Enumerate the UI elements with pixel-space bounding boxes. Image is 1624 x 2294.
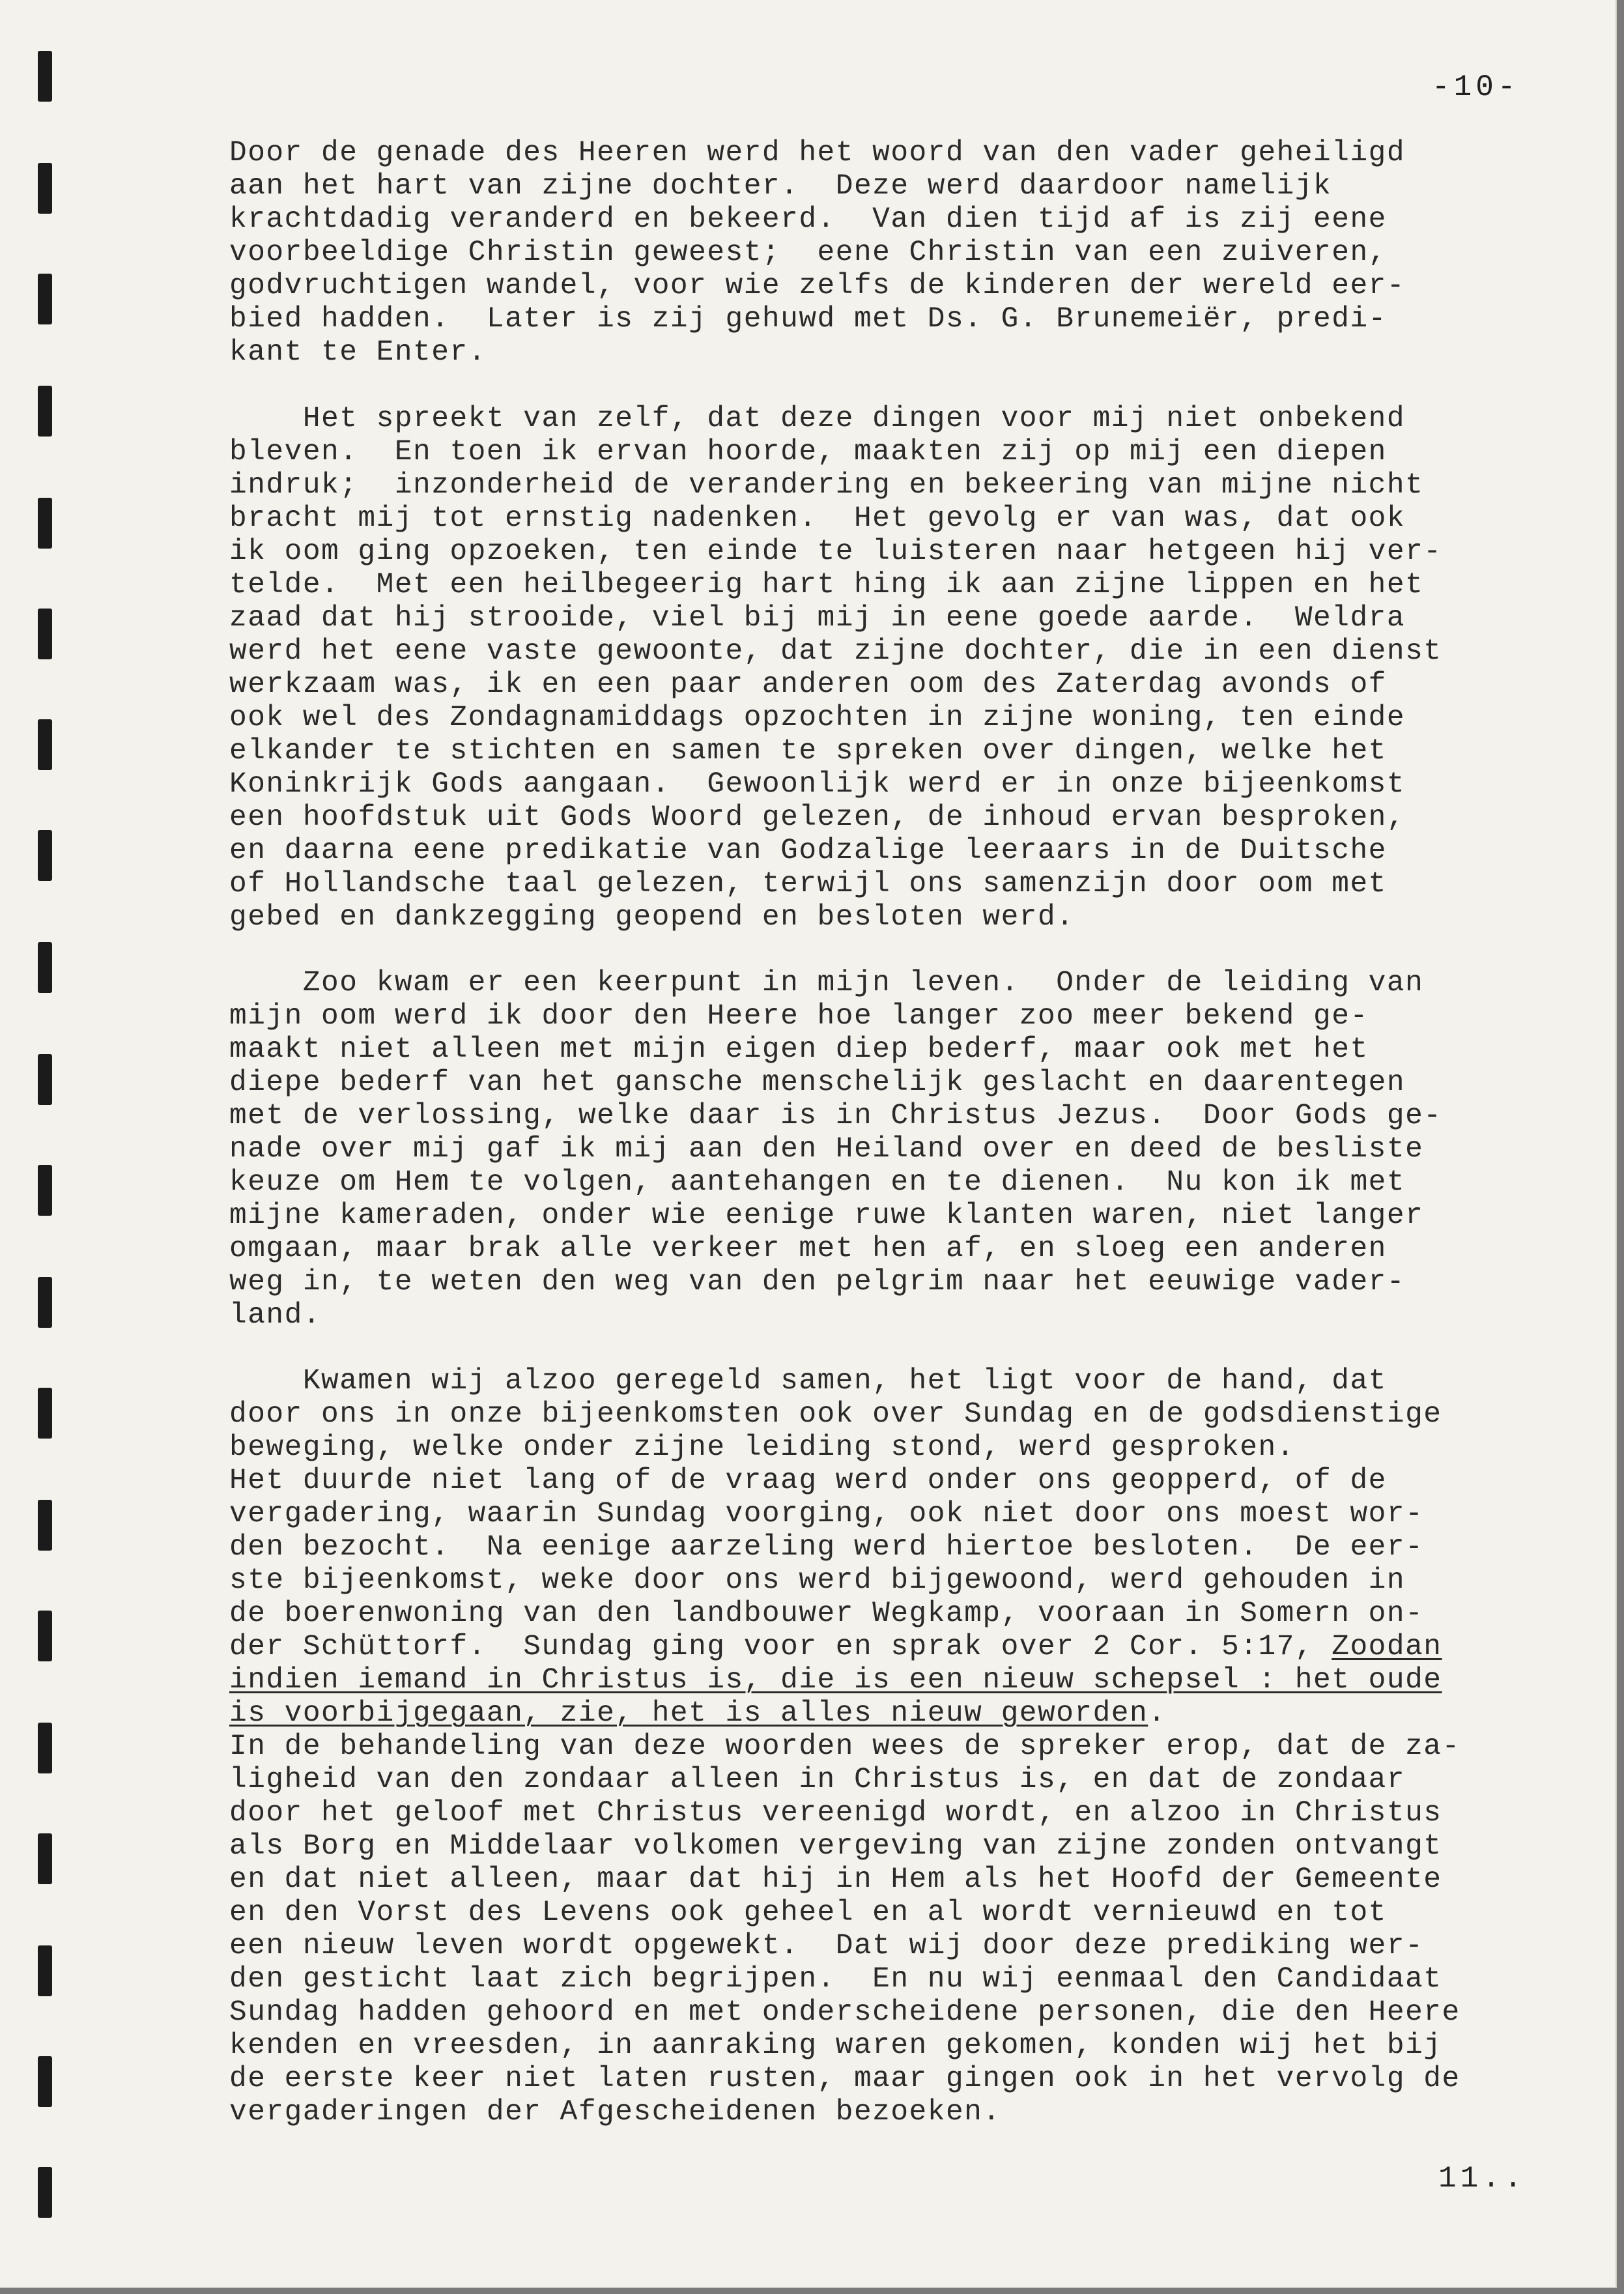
text-line: diepe bederf van het gansche menschelijk geslacht en daarentegen — [229, 1067, 1406, 1099]
binding-mark — [38, 163, 52, 214]
text-line: telde. Met een heilbegeerig hart hing ik aan zijne lippen en het — [229, 569, 1424, 601]
text-line: gebed en dankzegging geopend en besloten werd. — [229, 901, 1075, 934]
binding-mark — [38, 2056, 52, 2107]
text-line: Zoo kwam er een keerpunt in mijn leven. Onder de leiding van — [229, 967, 1424, 999]
text-line: krachtdadig veranderd en bekeerd. Van dien tijd af is zij eene — [229, 203, 1387, 236]
text-line: Door de genade des Heeren werd het woord van den vader geheiligd — [229, 137, 1406, 169]
text-line: ik oom ging opzoeken, ten einde te luisteren naar hetgeen hij ver- — [229, 536, 1442, 568]
text-line: nade over mij gaf ik mij aan den Heiland over en deed de besliste — [229, 1133, 1424, 1166]
text-line: een hoofdstuk uit Gods Woord gelezen, de inhoud ervan besproken, — [229, 801, 1406, 834]
text-line: ook wel des Zondagnamiddags opzochten in zijne woning, ten einde — [229, 702, 1406, 734]
text-line: Het duurde niet lang of de vraag werd onder ons geopperd, of de — [229, 1465, 1387, 1497]
text-line: Sundag hadden gehoord en met onderscheidene personen, die den Heere — [229, 1996, 1460, 2029]
binding-mark — [38, 719, 52, 770]
binding-mark — [38, 1500, 52, 1551]
text-line: vergaderingen der Afgescheidenen bezoeken. — [229, 2096, 1001, 2129]
text-line: werd het eene vaste gewoonte, dat zijne dochter, die in een dienst — [229, 635, 1442, 668]
binding-mark — [38, 274, 52, 324]
text-line: een nieuw leven wordt opgewekt. Dat wij door deze prediking wer- — [229, 1930, 1424, 1962]
text-line: of Hollandsche taal gelezen, terwijl ons samenzijn door oom met — [229, 868, 1387, 900]
text-line — [229, 1631, 1442, 1663]
text-line: omgaan, maar brak alle verkeer met hen af, en sloeg een anderen — [229, 1233, 1387, 1265]
text-line: bracht mij tot ernstig nadenken. Het gevolg er van was, dat ook — [229, 502, 1406, 535]
page-number: -10- — [1432, 70, 1520, 104]
text-line: beweging, welke onder zijne leiding stond, werd gesproken. — [229, 1431, 1295, 1464]
binding-mark — [38, 1054, 52, 1105]
text-line — [229, 1697, 1166, 1730]
text-line: werkzaam was, ik en een paar anderen oom des Zaterdag avonds of — [229, 668, 1387, 701]
text-line: Koninkrijk Gods aangaan. Gewoonlijk werd er in onze bijeenkomst — [229, 768, 1406, 801]
text-line: vergadering, waarin Sundag voorging, ook niet door ons moest wor- — [229, 1498, 1424, 1530]
text-line: land. — [229, 1299, 322, 1332]
text-line: weg in, te weten den weg van den pelgrim naar het eeuwige vader- — [229, 1266, 1406, 1298]
next-page-marker: 11.. — [1438, 2162, 1526, 2196]
binding-mark — [38, 498, 52, 549]
binding-mark — [38, 2167, 52, 2218]
text-line: met de verlossing, welke daar is in Christus Jezus. Door Gods ge- — [229, 1100, 1442, 1132]
scripture-quote-line: indien iemand in Christus is, die is een nieuw schepsel : het oude — [229, 1664, 1442, 1697]
text-line: mijn oom werd ik door den Heere hoe langer zoo meer bekend ge- — [229, 1000, 1369, 1033]
text-line: indruk; inzonderheid de verandering en bekeering van mijne nicht — [229, 469, 1424, 502]
text-line: voorbeeldige Christin geweest; eene Christin van een zuiveren, — [229, 237, 1387, 269]
text-line: aan het hart van zijne dochter. Deze werd daardoor namelijk — [229, 170, 1332, 203]
binding-mark — [38, 1277, 52, 1328]
text-line: kenden en vreesden, in aanraking waren gekomen, konden wij het bij — [229, 2029, 1442, 2062]
text-line: ste bijeenkomst, weke door ons werd bijgewoond, werd gehouden in — [229, 1564, 1406, 1597]
text-line: mijne kameraden, onder wie eenige ruwe klanten waren, niet langer — [229, 1199, 1424, 1232]
text-line: godvruchtigen wandel, voor wie zelfs de kinderen der wereld eer- — [229, 270, 1406, 302]
binding-mark — [38, 609, 52, 659]
binding-mark — [38, 386, 52, 437]
text-line: den bezocht. Na eenige aarzeling werd hiertoe besloten. De eer- — [229, 1531, 1424, 1564]
text-line: door ons in onze bijeenkomsten ook over Sundag en de godsdienstige — [229, 1398, 1442, 1431]
text-segment: . — [1148, 1697, 1167, 1730]
text-line: zaad dat hij strooide, viel bij mij in eene goede aarde. Weldra — [229, 602, 1406, 635]
text-line: ligheid van den zondaar alleen in Christus is, en dat de zondaar — [229, 1764, 1406, 1796]
text-line: keuze om Hem te volgen, aantehangen en te dienen. Nu kon ik met — [229, 1166, 1406, 1199]
text-line: kant te Enter. — [229, 336, 487, 369]
text-line: bied hadden. Later is zij gehuwd met Ds. G. Brunemeiër, predi- — [229, 303, 1387, 336]
text-line: en den Vorst des Levens ook geheel en al wordt vernieuwd en tot — [229, 1897, 1387, 1929]
text-line: bleven. En toen ik ervan hoorde, maakten zij op mij een diepen — [229, 436, 1387, 468]
text-line: en daarna eene predikatie van Godzalige leeraars in de Duitsche — [229, 835, 1387, 867]
text-line: Het spreekt van zelf, dat deze dingen voor mij niet onbekend — [229, 403, 1406, 435]
binding-mark — [38, 1945, 52, 1996]
binding-mark — [38, 830, 52, 881]
text-line: de eerste keer niet laten rusten, maar gingen ook in het vervolg de — [229, 2063, 1460, 2095]
binding-mark — [38, 1388, 52, 1439]
text-line: Kwamen wij alzoo geregeld samen, het ligt voor de hand, dat — [229, 1365, 1387, 1398]
text-line: maakt niet alleen met mijn eigen diep bederf, maar ook met het — [229, 1033, 1369, 1066]
binding-mark — [38, 1723, 52, 1773]
scripture-quote: Zoodan — [1332, 1631, 1442, 1663]
text-line: de boerenwoning van den landbouwer Wegkamp, vooraan in Somern on- — [229, 1598, 1424, 1630]
text-segment: der Schüttorf. Sundag ging voor en sprak over 2 Cor. 5:17, — [229, 1631, 1332, 1663]
binding-mark — [38, 1165, 52, 1216]
binding-mark — [38, 51, 52, 102]
text-line: den gesticht laat zich begrijpen. En nu wij eenmaal den Candidaat — [229, 1963, 1442, 1996]
binding-mark — [38, 1833, 52, 1884]
text-line: elkander te stichten en samen te spreken over dingen, welke het — [229, 735, 1387, 767]
scripture-quote: is voorbijgegaan, zie, het is alles nieuw geworden — [229, 1697, 1148, 1730]
text-line: en dat niet alleen, maar dat hij in Hem als het Hoofd der Gemeente — [229, 1863, 1442, 1896]
binding-mark — [38, 1611, 52, 1661]
text-line: In de behandeling van deze woorden wees de spreker erop, dat de za- — [229, 1730, 1460, 1763]
text-line: door het geloof met Christus vereenigd wordt, en alzoo in Christus — [229, 1797, 1442, 1829]
text-line: als Borg en Middelaar volkomen vergeving van zijne zonden ontvangt — [229, 1830, 1442, 1863]
binding-mark — [38, 942, 52, 993]
